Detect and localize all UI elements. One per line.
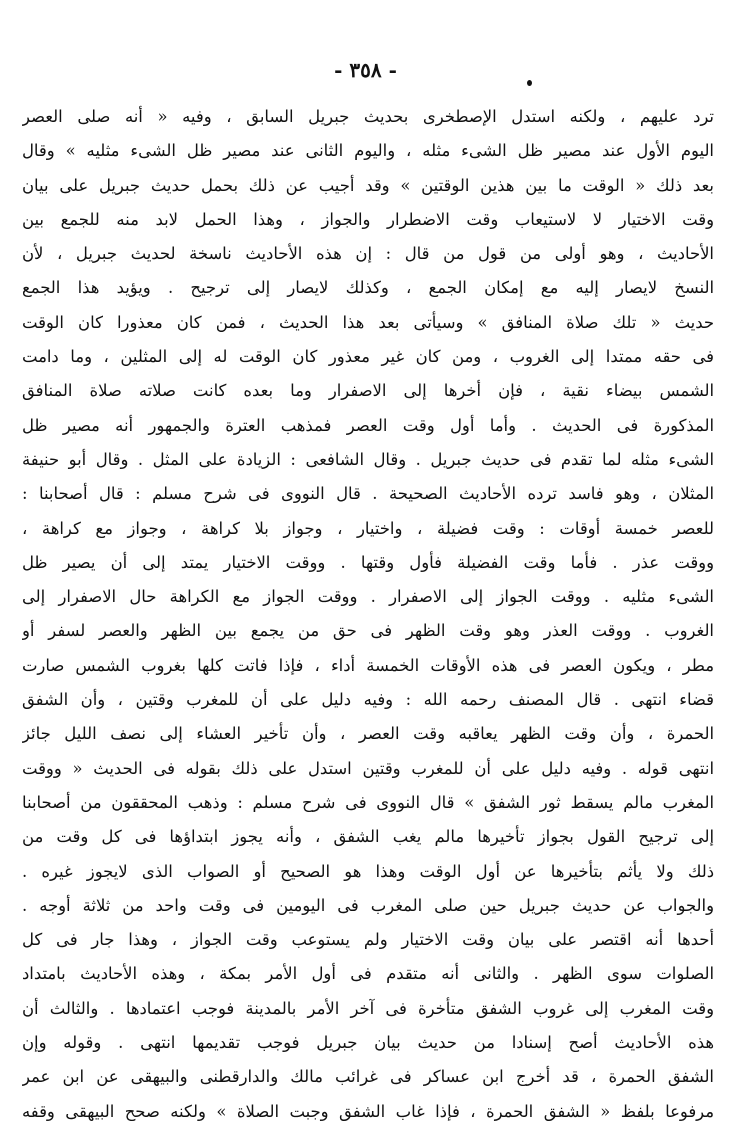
text-line: انتهى قوله . وفيه دليل على أن للمغرب وقتين استدل على ذلك بقوله فى الحديث « ووقت (22, 758, 714, 778)
text-line: الشمس بيضاء نقية ، فإن أخرها إلى الاصفرار وما بعده كانت صلاته صلاة المنافق (22, 381, 714, 401)
text-line: النسخ لايصار إليه مع إمكان الجمع ، وكذلك لايصار إلى ترجيح . ويؤيد هذا الجمع (22, 278, 714, 298)
text-line: الأحاديث ، وهو أولى من قول من قال : إن هذه الأحاديث ناسخة لحديث جبريل ، لأن (22, 244, 714, 264)
text-line: مرفوعا بلفظ « الشفق الحمرة ، فإذا غاب الشفق وجبت الصلاة » ولكنه صحح البيهقى وقفه (22, 1101, 714, 1121)
text-line: المذكورة فى الحديث . وأما أول وقت العصر فمذهب العترة والجمهور أنه مصير ظل (22, 415, 714, 435)
page-number: - ٣٥٨ - (334, 58, 397, 82)
text-line: هذه الأحاديث أصح إسنادا من حديث بيان جبريل فوجب تقديمها انتهى . وقوله وإن (22, 1033, 714, 1053)
text-line: ووقت عذر . فأما وقت الفضيلة فأول وقتها . ووقت الاختيار يمتد إلى أن يصير ظل (22, 552, 714, 572)
text-line: فى حقه ممتدا إلى الغروب ، ومن كان غير معذور كان الوقت له إلى المثلين ، وما دامت (22, 347, 714, 367)
text-line: المغرب مالم يسقط ثور الشفق » قال النووى فى شرح مسلم : وذهب المحققون من أصحابنا (22, 792, 714, 812)
text-line: المثلان ، وهو فاسد ترده الأحاديث الصحيحة . قال النووى فى شرح مسلم : قال أصحابنا : (22, 484, 714, 504)
text-line: إلى ترجيح القول بجواز تأخيرها مالم يغب الشفق ، وأنه يجوز ابتداؤها فى كل وقت من (22, 827, 714, 847)
text-line: بعد ذلك « الوقت ما بين هذين الوقتين » وقد أجيب عن ذلك بحمل حديث جبريل على بيان (22, 175, 714, 195)
text-line: الصلوات سوى الظهر . والثانى أنه متقدم فى أول الأمر بمكة ، وهذه الأحاديث بامتداد (22, 964, 714, 984)
text-line: حديث « تلك صلاة المنافق » وسيأتى بعد هذا الحديث ، فمن كان معذورا كان الوقت (22, 312, 714, 332)
text-line: الحمرة ، وأن وقت الظهر يعاقبه وقت العصر ، وأن تأخير العشاء إلى نصف الليل جائز (22, 724, 714, 744)
text-line: ذلك ولا يأثم بتأخيرها عن أول الوقت وهذا هو الصحيح أو الصواب الذى لايجوز غيره . (22, 861, 714, 881)
text-line: الشىء مثليه . ووقت الجواز إلى الاصفرار . ووقت الجواز مع الكراهة حال الاصفرار إلى (22, 587, 714, 607)
ink-dot (527, 80, 532, 86)
text-line: وقت المغرب إلى غروب الشفق متأخرة فى آخر الأمر بالمدينة فوجب اعتمادها . والثالث أن (22, 998, 714, 1018)
text-line: الغروب . ووقت العذر وهو وقت الظهر فى حق من يجمع بين الظهر والعصر لسفر أو (22, 621, 714, 641)
text-line: وقت الاختيار لا لاستيعاب وقت الاضطرار والجواز ، وهذا الحمل لابد منه للجمع بين (22, 209, 714, 229)
text-line: ترد عليهم ، ولكنه استدل الإصطخرى بحديث جبريل السابق ، وفيه « أنه صلى العصر (22, 107, 714, 126)
text-line: أحدها أنه اقتصر على بيان وقت الاختيار ولم يستوعب وقت الجواز ، وهذا جار فى كل (22, 930, 714, 950)
text-line: مطر ، ويكون العصر فى هذه الأوقات الخمسة أداء ، فإذا فاتت كلها بغروب الشمس صارت (22, 655, 714, 675)
body-text (22, 100, 714, 1129)
text-line: الشىء مثله لما تقدم فى حديث جبريل . وقال الشافعى : الزيادة على المثل . وقال أبو حنيفة (22, 449, 714, 469)
text-line: الشفق الحمرة ، قد أخرج ابن عساكر فى غرائب مالك والدارقطنى والبيهقى عن ابن عمر (22, 1067, 714, 1087)
text-line: للعصر خمسة أوقات : وقت فضيلة ، واختيار ، وجواز بلا كراهة ، وجواز مع كراهة ، (22, 518, 714, 538)
text-line: والجواب عن حديث جبريل حين صلى المغرب فى اليومين فى وقت واحد من ثلاثة أوجه . (22, 895, 714, 915)
text-line: قضاء انتهى . قال المصنف رحمه الله : وفيه دليل على أن للمغرب وقتين ، وأن الشفق (22, 690, 714, 710)
text-line: اليوم الأول عند مصير ظل الشىء مثله ، واليوم الثانى عند مصير ظل الشىء مثليه » وقال (22, 141, 714, 161)
